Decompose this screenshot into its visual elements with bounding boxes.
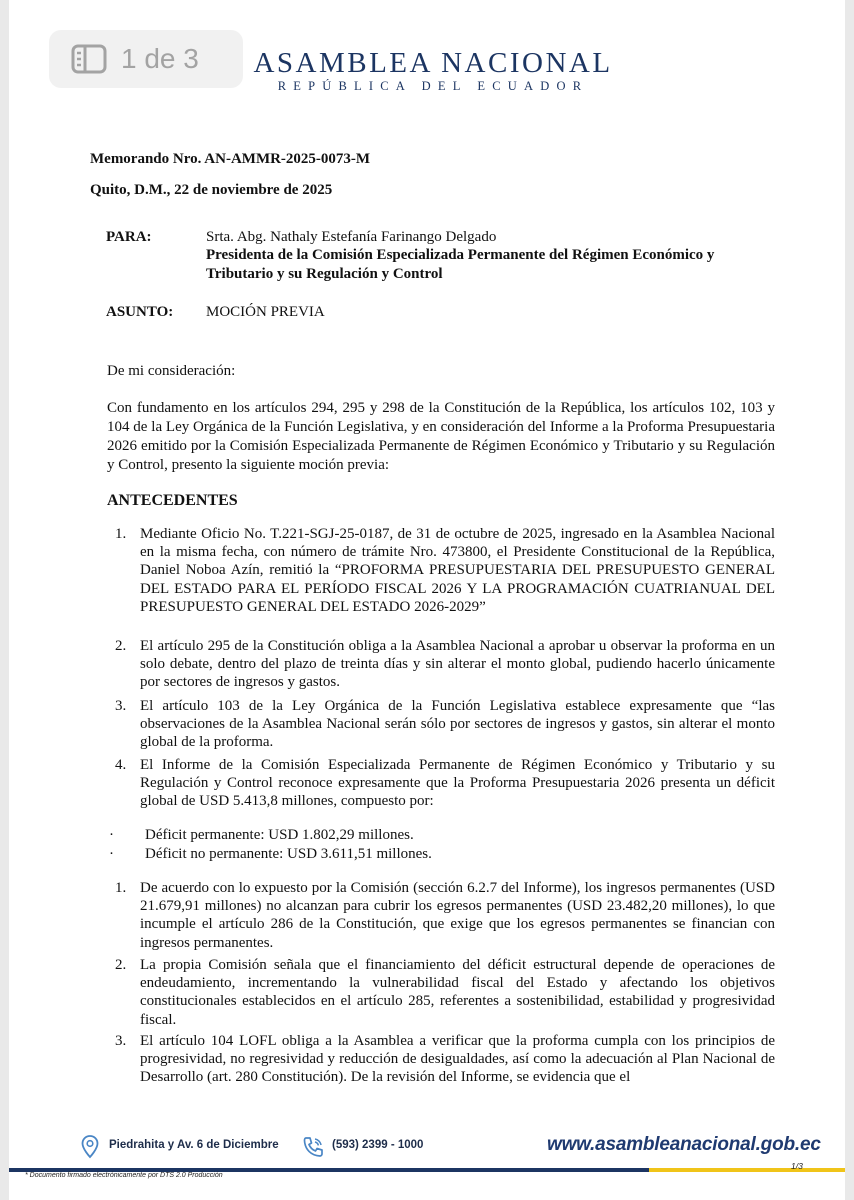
list-item-text: El Informe de la Comisión Especializada Permanente de Régimen Económico y Tributario y su Regulación y Control reconoce expresamente que la Proforma Presupuestaria 2026 presenta un déficit global de USD 5.413,8 millones, compuesto por: [140,757,775,810]
country-name: REPÚBLICA DEL ECUADOR [277,79,589,93]
list-item-number: 3. [115,698,127,714]
list-item [107,1032,775,1087]
bullet-text: Déficit no permanente: USD 3.611,51 millones. [145,846,432,862]
page-indicator[interactable] [49,30,243,88]
signature-note: * Documento firmado electrónicamente por DTS 2.0 Producción [25,1172,223,1179]
list-item [107,637,775,692]
list-item-text: El artículo 103 de la Ley Orgánica de la Función Legislativa establece expresamente que “las observaciones de la Asamblea Nacional serán sólo por sectores de ingresos y gastos, sin alterar el monto global de la proforma. [140,698,775,751]
footer-address: Piedrahita y Av. 6 de Diciembre [109,1139,279,1151]
bullet-text: Déficit permanente: USD 1.802,29 millones. [145,827,414,843]
intro-paragraph: Con fundamento en los artículos 294, 295 y 298 de la Constitución de la República, los artículos 102, 103 y 104 de la Ley Orgánica de la Función Legislativa, y en consideración del Informe a la Proforma Presupuestaria 2026 emitido por la Comisión Especializada Permanente de Régimen Económico y Tributario y su Regulación y Control, presento la siguiente moción previa: [107,400,775,473]
institution-logo [247,48,619,93]
list-item-number: 1. [115,526,127,542]
list-item-number: 2. [115,957,127,973]
list-item-text: Mediante Oficio No. T.221-SGJ-25-0187, de 31 de octubre de 2025, ingresado en la Asamblea Nacional en la misma fecha, con número de trámite Nro. 473800, el Presidente Constitucional de la República, Daniel Noboa Azín, remitió la “PROFORMA PRESUPUESTARIA DEL PRESUPUESTO GENERAL DEL ESTADO PARA EL PERÍODO FISCAL 2026 Y LA PROGRAMACIÓN CUATRIANUAL DEL PRESUPUESTO GENERAL DEL ESTADO 2026-2029” [140,526,775,615]
document-page [9,0,845,1200]
list-item-number: 4. [115,757,127,773]
list-item-text: El artículo 295 de la Constitución obliga a la Asamblea Nacional a aprobar u observar la proforma en un solo debate, dentro del plazo de treinta días y sin alterar el monto global, pudiendo hacerlo únicamente por sectores de ingresos y gastos. [140,638,775,691]
bullet-mark: · [109,846,114,862]
sidebar-panel-icon [71,44,107,74]
list-item-number: 1. [115,880,127,896]
list-item-text: La propia Comisión señala que el financiamiento del déficit estructural depende de operaciones de endeudamiento, incrementando la vulnerabilidad fiscal del Estado y afectando los objetivos constitucionales establecidos en el artículo 285, referentes a sostenibilidad, estabilidad y progresividad fiscal. [140,957,775,1028]
list-item-number: 3. [115,1033,127,1049]
page-footer [9,1132,845,1162]
phone-icon [301,1136,325,1163]
list-item-text: De acuerdo con lo expuesto por la Comisión (sección 6.2.7 del Informe), los ingresos permanentes (USD 21.679,91 millones) no alcanzan para cubrir los egresos permanentes (USD 23.482,20 millones), lo que incumple el artículo 286 de la Constitución, que exige que los egresos permanentes se financian con ingresos permanentes. [140,880,775,951]
footer-website-link[interactable]: www.asambleanacional.gob.ec [547,1134,821,1155]
footer-gold-bar [649,1168,845,1172]
page-number: 1/3 [791,1161,803,1171]
list-item [107,756,775,811]
to-name: Srta. Abg. Nathaly Estefanía Farinango Delgado [206,229,497,245]
section-title: ANTECEDENTES [107,492,238,509]
list-item [107,879,775,952]
list-item-number: 2. [115,638,127,654]
memo-date: Quito, D.M., 22 de noviembre de 2025 [90,182,333,198]
subject: MOCIÓN PREVIA [206,304,325,320]
list-item [107,697,775,752]
page-indicator-label: 1 de 3 [121,43,199,74]
institution-name: ASAMBLEA NACIONAL [253,47,613,79]
location-pin-icon [81,1135,99,1164]
memo-number: Memorando Nro. AN-AMMR-2025-0073-M [90,151,371,167]
footer-phone: (593) 2399 - 1000 [332,1139,424,1151]
bullet-mark: · [109,827,114,843]
list-item [107,956,775,1029]
to-label: PARA: [106,229,152,245]
greeting: De mi consideración: [107,363,236,379]
to-title: Presidenta de la Comisión Especializada Permanente del Régimen Económico y Tributario y su Regulación y Control [206,247,715,282]
list-item [107,525,775,616]
subject-label: ASUNTO: [106,304,174,320]
list-item-text: El artículo 104 LOFL obliga a la Asamblea a verificar que la proforma cumpla con los principios de progresividad, no regresividad y reducción de desigualdades, así como la adecuación al Plan Nacional de Desarrollo (art. 280 Constitución). De la revisión del Informe, se evidencia que el [140,1033,775,1086]
